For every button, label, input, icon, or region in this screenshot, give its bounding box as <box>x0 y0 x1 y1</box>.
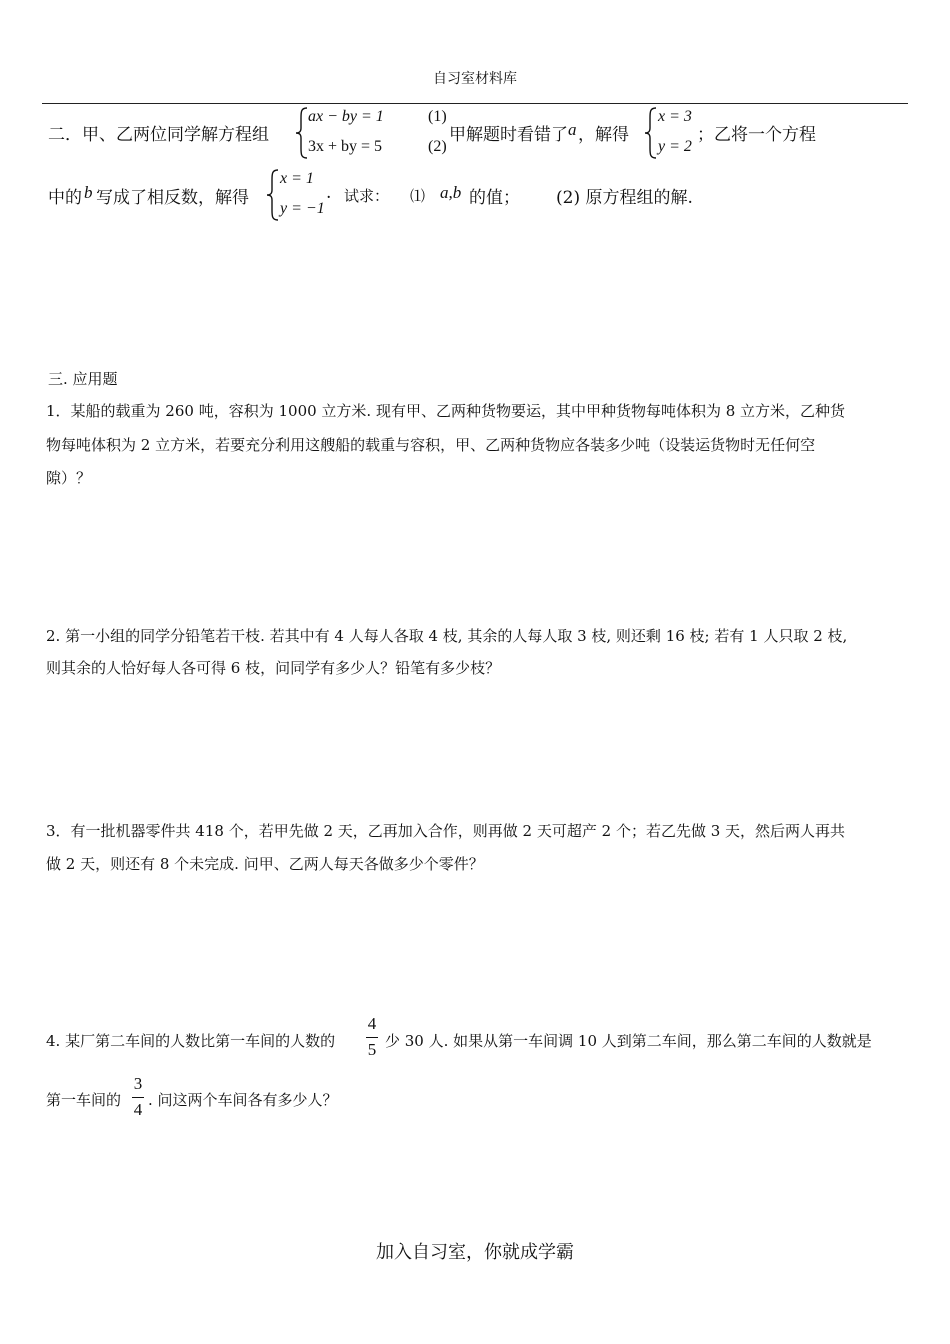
solution-2-y: y = −1 <box>280 200 325 217</box>
problem-3-line-2: 做 2 天，则还有 8 个未完成. 问甲、乙两人每天各做多少个零件？ <box>46 855 484 873</box>
section-2-tail: ；乙将一个方程 <box>697 125 816 145</box>
equation-2: 3x + by = 5 <box>308 138 383 155</box>
solution-1-x: x = 3 <box>658 108 692 125</box>
question-1-number: ⑴ <box>410 187 426 205</box>
section-2-solved: ，解得 <box>578 125 629 145</box>
variable-a: a <box>568 120 577 139</box>
left-brace-icon <box>295 106 309 160</box>
section-2-mid: 甲解题时看错了 <box>449 125 568 145</box>
equation-1-number: (1) <box>428 108 447 125</box>
variable-b: b <box>84 183 93 202</box>
problem-2-line-2: 则其余的人恰好每人各可得 6 枝，问同学有多少人？铅笔有多少枝？ <box>46 659 501 677</box>
equation-1: ax − by = 1 <box>308 108 384 125</box>
solution-1-y: y = 2 <box>658 138 692 155</box>
solution-2-x: x = 1 <box>280 170 314 187</box>
section-2-ask: 试求： <box>344 187 390 205</box>
question-2: (2) 原方程组的解. <box>556 188 693 208</box>
problem-4-line-1a: 4. 某厂第二车间的人数比第一车间的人数的 <box>46 1032 336 1050</box>
header-rule <box>42 103 908 104</box>
problem-4-line-2b: . 问这两个车间各有多少人？ <box>148 1091 338 1109</box>
problem-3-line-1: 3．有一批机器零件共 418 个，若甲先做 2 天，乙再加入合作，则再做 2 天可超产 2 个；若乙先做 3 天，然后两人再共 <box>46 822 846 840</box>
page-footer: 加入自习室，你就成学霸 <box>376 1242 574 1263</box>
problem-2-line-1: 2. 第一小组的同学分铅笔若干枝. 若其中有 4 人每人各取 4 枝, 其余的人每人取 3 枝, 则还剩 16 枝; 若有 1 人只取 2 枝, <box>46 627 848 645</box>
fraction-1-numerator: 4 <box>367 1014 377 1033</box>
section-2-line2-dot: . <box>326 183 332 203</box>
section-2-line2-mid: 写成了相反数，解得 <box>96 188 249 208</box>
fraction-2-denominator: 4 <box>133 1100 143 1119</box>
equation-2-number: (2) <box>428 138 447 155</box>
page-header: 自习室材料库 <box>433 71 517 87</box>
problem-1-line-1: 1．某船的载重为 260 吨，容积为 1000 立方米. 现有甲、乙两种货物要运，其中甲种货物每吨体积为 8 立方米，乙种货 <box>46 402 846 420</box>
question-1-vars: a,b <box>440 183 462 202</box>
fraction-1-denominator: 5 <box>367 1040 377 1059</box>
fraction-2-bar <box>132 1097 144 1098</box>
problem-1-line-2: 物每吨体积为 2 立方米，若要充分利用这艘船的载重与容积，甲、乙两种货物应各装多少吨（设装运货物时无任何空 <box>46 436 816 454</box>
left-brace-icon <box>644 106 658 160</box>
section-2-lead: 二．甲、乙两位同学解方程组 <box>48 125 269 145</box>
problem-4-line-2a: 第一车间的 <box>46 1091 122 1109</box>
question-1-text: 的值； <box>469 188 520 208</box>
fraction-1-bar <box>366 1037 378 1038</box>
problem-1-line-3: 隙）？ <box>46 469 92 487</box>
fraction-2-numerator: 3 <box>133 1074 143 1093</box>
section-2-line2-start: 中的 <box>48 188 82 208</box>
problem-4-line-1b: 少 30 人. 如果从第一车间调 10 人到第二车间，那么第二车间的人数就是 <box>385 1032 872 1050</box>
section-3-title: 三. 应用题 <box>48 370 118 388</box>
left-brace-icon <box>266 168 280 222</box>
